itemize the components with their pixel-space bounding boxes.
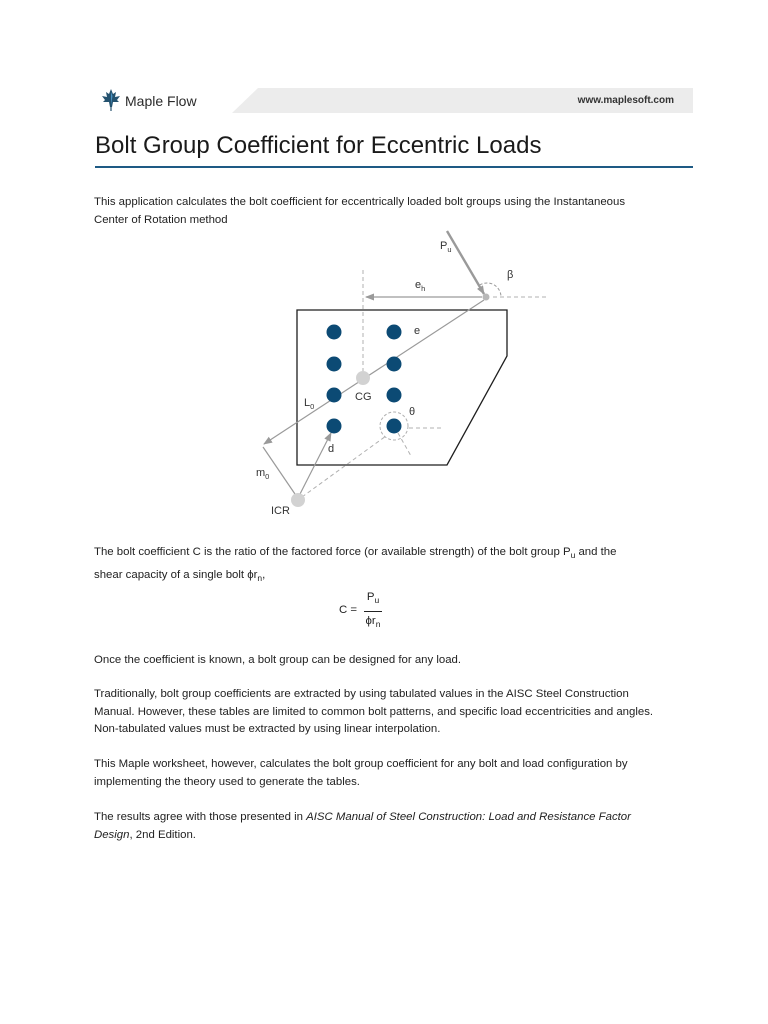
m0-label-sub: 0 — [265, 472, 270, 481]
bolt-force-dashed-line — [398, 433, 411, 456]
website-link[interactable]: www.maplesoft.com — [577, 95, 674, 106]
bolt — [387, 388, 402, 403]
eh-label-main: e — [415, 279, 422, 291]
cg-marker — [356, 371, 370, 385]
icr-label: ICR — [271, 505, 290, 517]
m0-label — [256, 467, 269, 481]
load-label — [440, 240, 452, 254]
intro-line-2: Center of Rotation method — [94, 214, 228, 226]
bolt — [327, 325, 342, 340]
e-label: e — [414, 325, 421, 337]
bolt-group-diagram — [240, 225, 560, 525]
load-point — [483, 294, 490, 301]
ratio-line-1-text: The bolt coefficient C is the ratio of the factored force (or available strength) of the bolt group P — [94, 546, 571, 558]
l0-label-main: L — [304, 397, 311, 409]
bolt — [387, 419, 402, 434]
bolt — [327, 388, 342, 403]
results-line-2-text: , 2nd Edition. — [129, 829, 196, 841]
once-line-1: Once the coefficient is known, a bolt group can be designed for any load. — [94, 654, 462, 666]
icr-marker — [291, 493, 305, 507]
load-label-main: P — [440, 240, 448, 252]
ratio-line-2-text: shear capacity of a single bolt ϕr — [94, 569, 258, 581]
cg-label: CG — [355, 391, 372, 403]
ratio-line-2 — [94, 567, 265, 585]
m0-label-main: m — [256, 467, 266, 479]
maple-leaf-icon — [99, 88, 123, 112]
logo-text: Maple Flow — [125, 93, 197, 109]
load-arrow — [447, 231, 484, 294]
equation-denominator-subscript: n — [375, 619, 381, 629]
maple-leaf-stem — [110, 106, 111, 111]
equation-numerator-subscript: u — [374, 595, 380, 605]
ratio-line-2-end: , — [262, 569, 266, 581]
theta-label: θ — [409, 406, 416, 418]
eh-label-sub: h — [421, 284, 426, 293]
load-label-sub: u — [447, 245, 452, 254]
results-line-2-citation: Design — [94, 829, 130, 841]
equation-numerator — [360, 589, 386, 607]
l0-label-sub: 0 — [310, 402, 315, 411]
results-line-1 — [94, 809, 631, 827]
beta-label: β — [507, 269, 514, 281]
equation-numerator-main: P — [366, 591, 375, 603]
ratio-line-1-subscript: u — [570, 550, 576, 560]
ratio-line-1-end: and the — [575, 546, 617, 558]
equation-fraction-bar — [364, 611, 382, 612]
intro-line-1: This application calculates the bolt coefficient for eccentrically loaded bolt groups using the Instantaneous — [94, 196, 626, 208]
results-line-1-citation: AISC Manual of Steel Construction: Load and Resistance Factor — [306, 811, 631, 823]
title-underline — [95, 166, 693, 168]
worksheet-line-1: This Maple worksheet, however, calculates the bolt group coefficient for any bolt and load configuration by — [94, 758, 628, 770]
page-title: Bolt Group Coefficient for Eccentric Loads — [95, 132, 542, 159]
eh-label — [415, 279, 425, 293]
bolt — [327, 357, 342, 372]
worksheet-line-2: implementing the theory used to generate the tables. — [94, 776, 360, 788]
equation-lhs: C = — [339, 604, 358, 616]
ratio-line-2-subscript: n — [257, 573, 263, 583]
traditionally-line-2: Manual. However, these tables are limited to common bolt patterns, and specific load eccentricities and angles. — [94, 705, 654, 718]
l0-label — [304, 397, 314, 411]
results-line-2 — [94, 827, 196, 845]
traditionally-line-3: Non-tabulated values must be extracted by using linear interpolation. — [94, 723, 441, 735]
bolt — [327, 419, 342, 434]
equation-denominator-main: ϕr — [365, 615, 376, 627]
equation-denominator — [358, 613, 388, 631]
d-label: d — [328, 443, 335, 455]
ratio-line-1 — [94, 544, 616, 562]
results-line-1-text: The results agree with those presented in — [94, 811, 307, 823]
traditionally-line-1: Traditionally, bolt group coefficients are extracted by using tabulated values in the AISC Steel Construction — [94, 688, 629, 700]
bolt — [387, 325, 402, 340]
bolt — [387, 357, 402, 372]
